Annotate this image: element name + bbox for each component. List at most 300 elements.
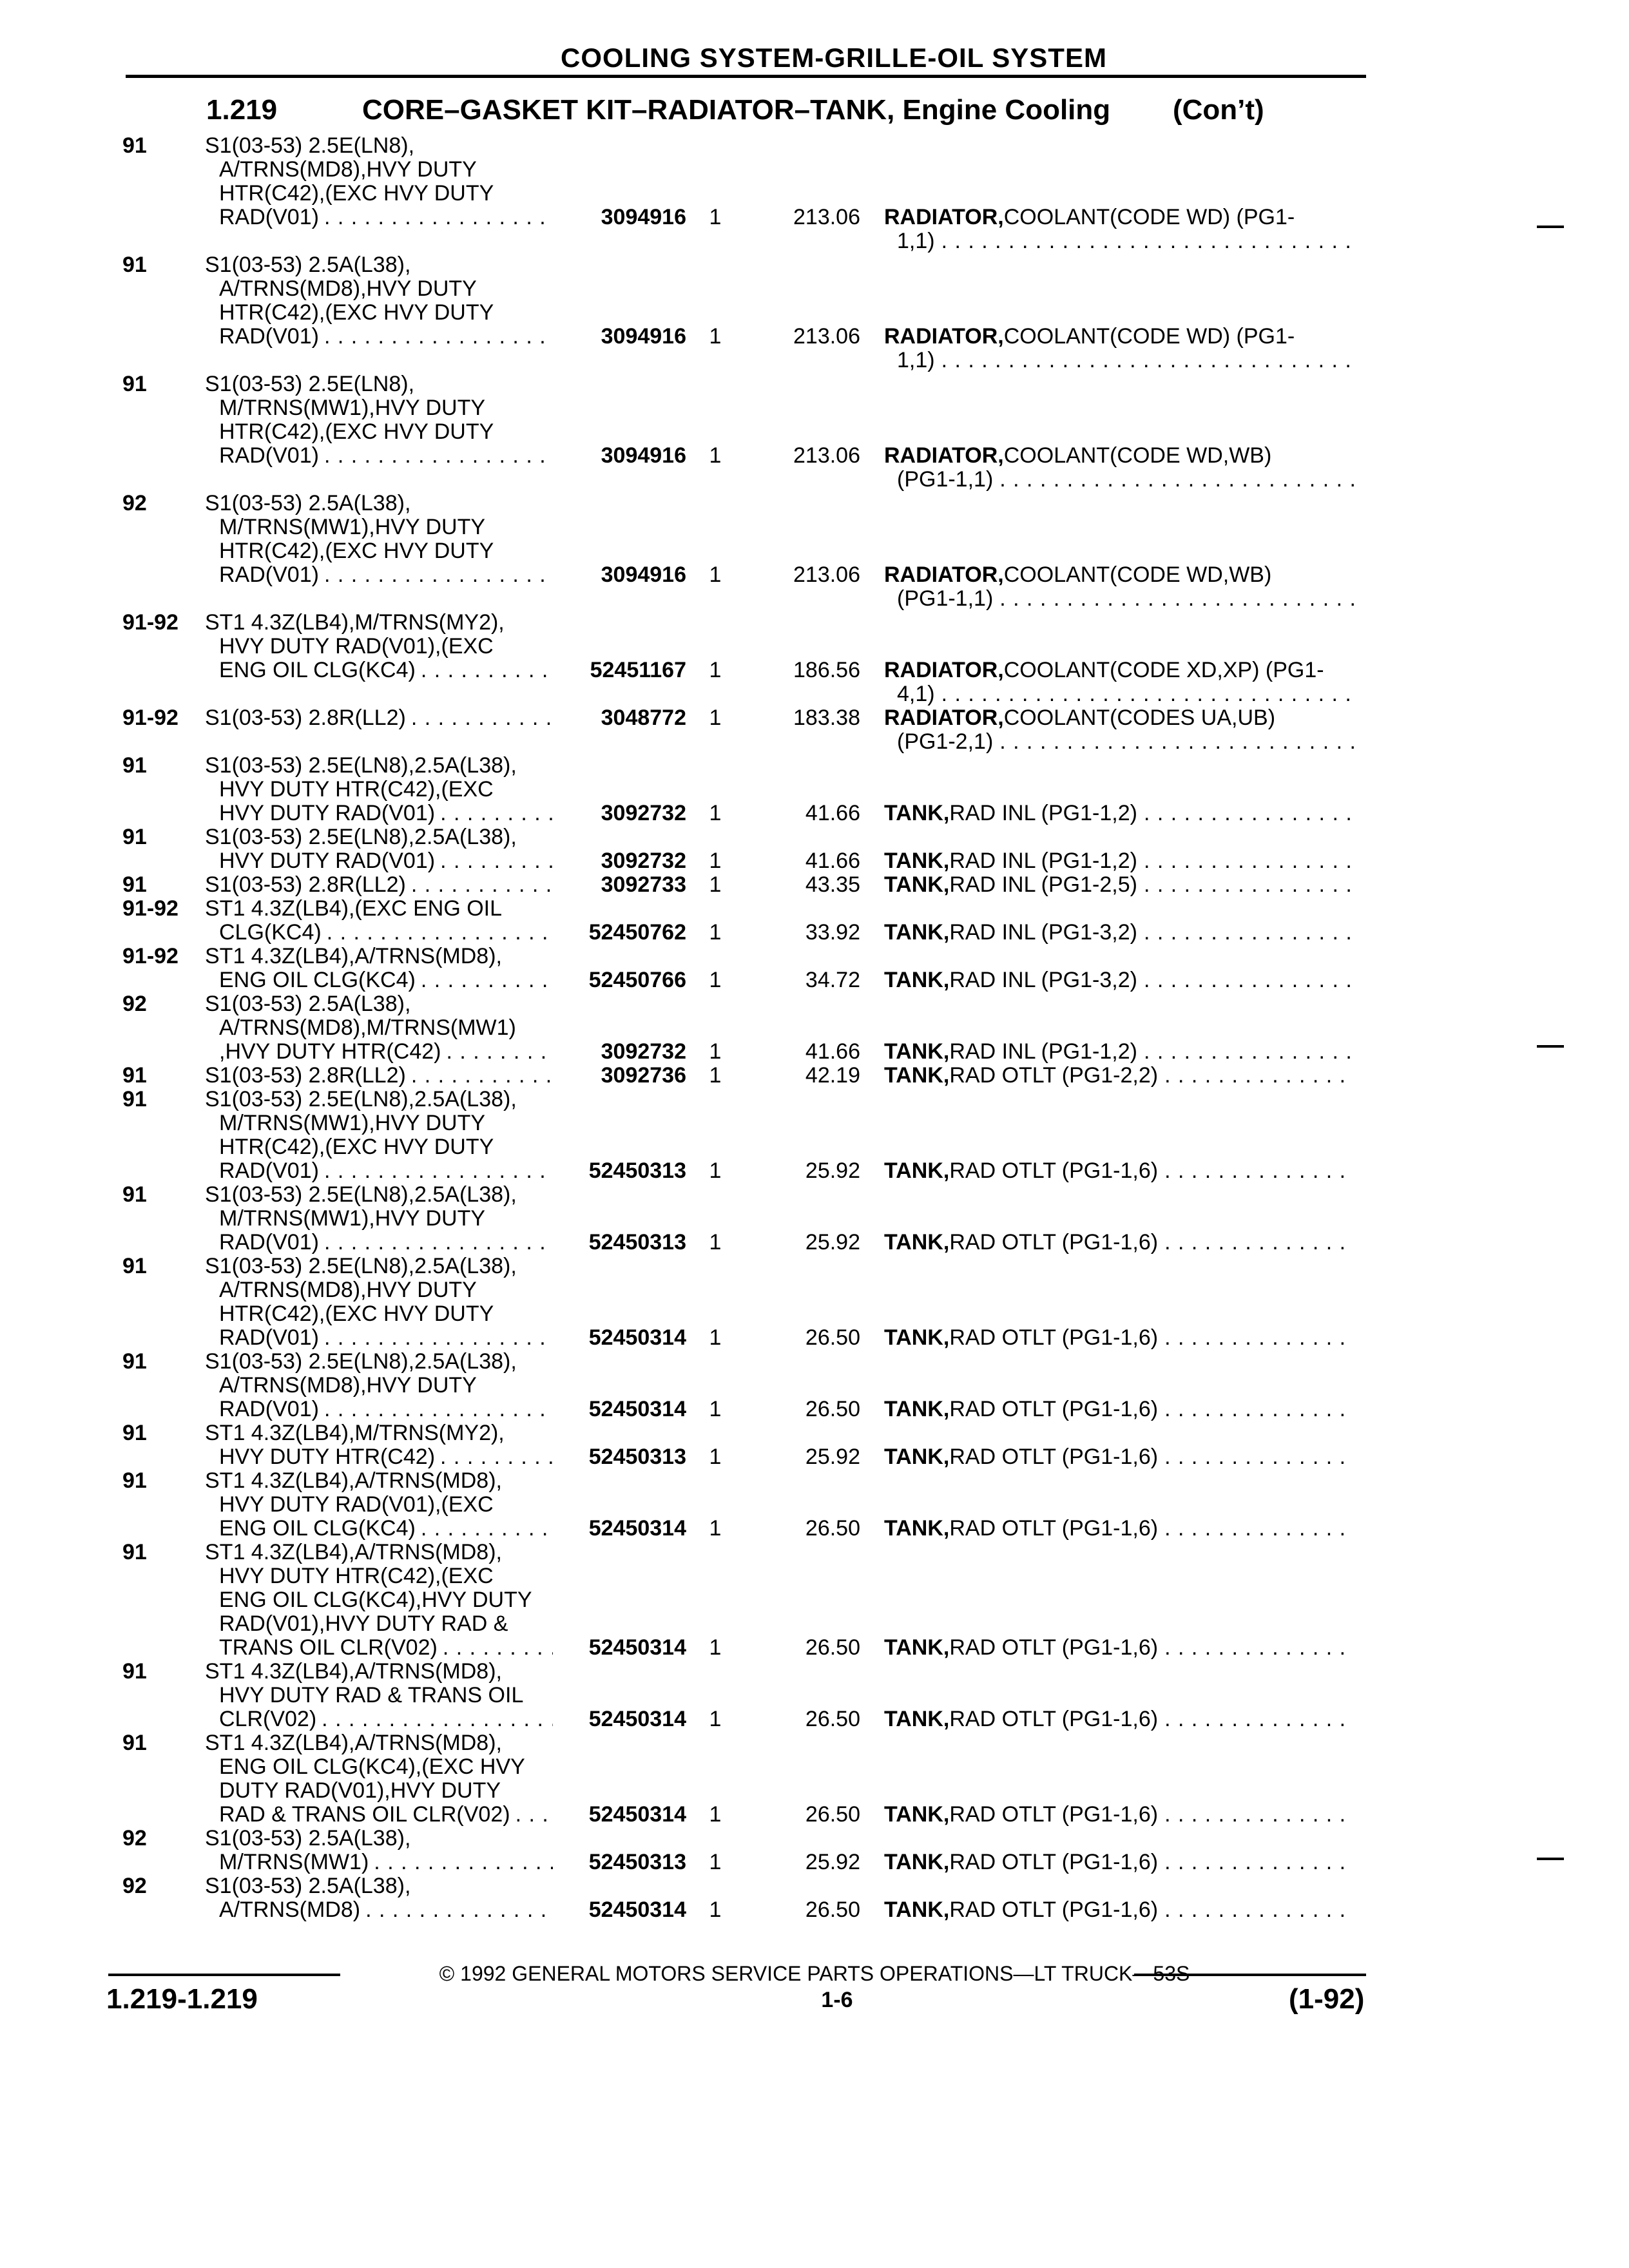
description-line (205, 1588, 553, 1612)
part-name-text: RAD INL (PG1-1,2) (949, 849, 1137, 873)
quantity: 1 (709, 968, 722, 992)
part-name-line (884, 468, 1354, 492)
description-line (205, 945, 553, 968)
description-text: HTR(C42),(EXC HVY DUTY (219, 419, 494, 444)
section-continued: (Con’t) (1173, 94, 1264, 126)
description-text: S1(03-53) 2.5E(LN8), (205, 372, 415, 396)
leader-dots (365, 1898, 553, 1922)
leader-dots (421, 1517, 553, 1541)
part-name-text: RAD OTLT (PG1-1,6) (949, 1445, 1159, 1469)
description-text: S1(03-53) 2.5A(L38), (205, 1874, 411, 1898)
table-row (0, 1350, 1629, 1421)
part-name-line (884, 1398, 1354, 1421)
part-number: 52450766 (588, 968, 686, 992)
description-line (205, 515, 553, 539)
margin-mark (1537, 1045, 1564, 1048)
description-text: RAD(V01) (219, 1230, 319, 1254)
part-number: 3092733 (601, 872, 686, 897)
leader-dots (324, 1398, 553, 1421)
description-line (205, 1064, 553, 1088)
part-name-bold: RADIATOR, (884, 324, 1004, 349)
part-name-line (884, 873, 1354, 897)
table-row (0, 1731, 1629, 1827)
part-name-line (884, 1636, 1354, 1660)
description-text: HTR(C42),(EXC HVY DUTY (219, 539, 494, 563)
description-line (205, 1302, 553, 1326)
price: 43.35 (805, 872, 860, 897)
model-year: 91 (122, 1468, 147, 1493)
description-line (205, 1636, 553, 1660)
part-number: 52450314 (588, 1898, 686, 1922)
quantity: 1 (709, 1898, 722, 1922)
description-text: HVY DUTY HTR(C42),(EXC (219, 777, 494, 802)
leader-dots (1164, 1159, 1354, 1183)
description-line (205, 1016, 553, 1040)
description-line (205, 1469, 553, 1493)
description-text: ST1 4.3Z(LB4),A/TRNS(MD8), (205, 1731, 502, 1755)
quantity: 1 (709, 1397, 722, 1421)
model-year: 91 (122, 253, 147, 277)
description-text: A/TRNS(MD8) (219, 1898, 361, 1922)
price: 26.50 (805, 1802, 860, 1827)
part-name-text: RAD INL (PG1-3,2) (949, 968, 1137, 992)
part-name (884, 873, 1354, 897)
part-name-line (884, 921, 1354, 945)
price: 41.66 (805, 1039, 860, 1064)
page-header-title: COOLING SYSTEM-GRILLE-OIL SYSTEM (561, 43, 1107, 73)
part-name (884, 658, 1354, 706)
leader-dots (1144, 921, 1354, 945)
leader-dots (1144, 968, 1354, 992)
price: 26.50 (805, 1397, 860, 1421)
part-name-bold: TANK, (884, 1445, 950, 1469)
part-name-bold: TANK, (884, 1325, 950, 1350)
description-line (205, 1088, 553, 1111)
part-name-text: COOLANT(CODES UA,UB) (1003, 706, 1276, 730)
leader-dots (1144, 802, 1354, 825)
quantity: 1 (709, 658, 722, 682)
application-description (205, 1350, 553, 1421)
application-description (205, 706, 553, 730)
table-row (0, 1421, 1629, 1469)
part-name-text: RAD OTLT (PG1-1,6) (949, 1635, 1159, 1660)
description-text: ENG OIL CLG(KC4) (219, 658, 416, 682)
leader-dots (1164, 1398, 1354, 1421)
part-name-bold: RADIATOR, (884, 562, 1004, 587)
quantity: 1 (709, 706, 722, 730)
quantity: 1 (709, 872, 722, 897)
footer-copyright: © 1992 GENERAL MOTORS SERVICE PARTS OPERATIONS—LT TRUCK—53S (439, 1962, 1190, 1985)
part-name-line (884, 1326, 1354, 1350)
leader-dots (1164, 1517, 1354, 1541)
part-number: 52450314 (588, 1325, 686, 1350)
description-text: S1(03-53) 2.5A(L38), (205, 992, 411, 1016)
part-name (884, 444, 1354, 492)
description-line (205, 897, 553, 921)
leader-dots (1164, 1803, 1354, 1827)
application-description (205, 1421, 553, 1469)
description-line (205, 1827, 553, 1850)
leader-dots (324, 206, 553, 229)
price: 26.50 (805, 1898, 860, 1922)
application-description (205, 825, 553, 873)
quantity: 1 (709, 443, 722, 468)
part-name-bold: TANK, (884, 1516, 950, 1541)
part-name-bold: TANK, (884, 1802, 950, 1827)
part-name-bold: RADIATOR, (884, 205, 1004, 229)
leader-dots (999, 587, 1354, 611)
part-name-line (884, 658, 1354, 682)
part-name (884, 1707, 1354, 1731)
part-name-text: RAD OTLT (PG1-1,6) (949, 1158, 1159, 1183)
model-year: 91 (122, 1349, 147, 1374)
leader-dots (1164, 1064, 1354, 1088)
description-text: A/TRNS(MD8),HVY DUTY (219, 1373, 477, 1398)
leader-dots (421, 658, 553, 682)
price: 41.66 (805, 849, 860, 873)
part-name-text: RAD OTLT (PG1-1,6) (949, 1325, 1159, 1350)
description-text: S1(03-53) 2.5A(L38), (205, 491, 411, 515)
part-number: 52450314 (588, 1635, 686, 1660)
part-name (884, 1803, 1354, 1827)
price: 25.92 (805, 1158, 860, 1183)
model-year: 92 (122, 1826, 147, 1850)
description-line (205, 134, 553, 158)
description-text: RAD & TRANS OIL CLR(V02) (219, 1802, 510, 1827)
leader-dots (1164, 1636, 1354, 1660)
part-number: 3094916 (601, 205, 686, 229)
application-description (205, 372, 553, 468)
part-name-bold: RADIATOR, (884, 706, 1004, 730)
price: 33.92 (805, 920, 860, 945)
part-number: 52450314 (588, 1397, 686, 1421)
part-number: 52450314 (588, 1516, 686, 1541)
part-name-bold: TANK, (884, 1635, 950, 1660)
description-line (205, 611, 553, 635)
description-text: M/TRNS(MW1),HVY DUTY (219, 1206, 486, 1231)
leader-dots (324, 1326, 553, 1350)
part-name-bold: TANK, (884, 1397, 950, 1421)
description-text: RAD(V01),HVY DUTY RAD & (219, 1611, 508, 1636)
model-year: 91 (122, 1421, 147, 1445)
description-line (205, 1159, 553, 1183)
price: 213.06 (793, 443, 860, 468)
description-text: RAD(V01) (219, 1158, 319, 1183)
leader-dots (999, 468, 1354, 492)
leader-dots (1164, 1898, 1354, 1922)
part-name-line (884, 706, 1354, 730)
price: 34.72 (805, 968, 860, 992)
quantity: 1 (709, 801, 722, 825)
model-year: 91-92 (122, 944, 178, 968)
description-line (205, 182, 553, 206)
leader-dots (1164, 1445, 1354, 1469)
part-name-text: RAD OTLT (PG1-1,6) (949, 1898, 1159, 1922)
description-line (205, 1850, 553, 1874)
description-text: M/TRNS(MW1),HVY DUTY (219, 396, 486, 420)
part-name (884, 1159, 1354, 1183)
price: 25.92 (805, 1230, 860, 1254)
table-row (0, 492, 1629, 611)
part-name-line (884, 444, 1354, 468)
part-number: 52450314 (588, 1707, 686, 1731)
description-line (205, 1445, 553, 1469)
part-name-line (884, 730, 1354, 754)
part-name-text: RAD INL (PG1-3,2) (949, 920, 1137, 945)
quantity: 1 (709, 1707, 722, 1731)
table-row (0, 611, 1629, 706)
part-name (884, 921, 1354, 945)
model-year: 91 (122, 1087, 147, 1111)
application-description (205, 134, 553, 229)
price: 213.06 (793, 205, 860, 229)
part-number: 52450762 (588, 920, 686, 945)
part-name-line (884, 802, 1354, 825)
description-line (205, 1493, 553, 1517)
description-line (205, 1183, 553, 1207)
part-name (884, 849, 1354, 873)
part-name-text: RAD INL (PG1-1,2) (949, 1039, 1137, 1064)
description-text: HVY DUTY RAD(V01),(EXC (219, 1492, 494, 1517)
leader-dots (411, 873, 553, 897)
description-text: S1(03-53) 2.5E(LN8),2.5A(L38), (205, 1182, 517, 1207)
application-description (205, 611, 553, 682)
model-year: 91 (122, 825, 147, 849)
part-name-continuation: (PG1-1,1) (897, 467, 994, 492)
quantity: 1 (709, 562, 722, 587)
description-line (205, 253, 553, 277)
description-text: ENG OIL CLG(KC4),HVY DUTY (219, 1588, 532, 1612)
description-line (205, 1374, 553, 1398)
description-text: HVY DUTY HTR(C42),(EXC (219, 1564, 494, 1588)
footer-page-number: 1-6 (821, 1988, 853, 2012)
price: 41.66 (805, 801, 860, 825)
part-name (884, 1850, 1354, 1874)
description-text: RAD(V01) (219, 562, 319, 587)
part-name (884, 1517, 1354, 1541)
model-year: 91 (122, 1731, 147, 1755)
leader-dots (324, 444, 553, 468)
leader-dots (941, 349, 1354, 372)
model-year: 91 (122, 133, 147, 158)
description-line (205, 1421, 553, 1445)
description-line (205, 1278, 553, 1302)
part-name-continuation: (PG1-2,1) (897, 729, 994, 754)
leader-dots (411, 706, 553, 730)
part-name-text: RAD OTLT (PG1-1,6) (949, 1397, 1159, 1421)
quantity: 1 (709, 1850, 722, 1874)
part-name-text: RAD OTLT (PG1-1,6) (949, 1850, 1159, 1874)
leader-dots (1164, 1326, 1354, 1350)
model-year: 91 (122, 1182, 147, 1207)
price: 213.06 (793, 562, 860, 587)
description-text: DUTY RAD(V01),HVY DUTY (219, 1778, 501, 1803)
footer-date-code: (1-92) (1289, 1983, 1365, 2015)
leader-dots (1144, 873, 1354, 897)
price: 25.92 (805, 1850, 860, 1874)
section-number: 1.219 (206, 94, 278, 126)
description-line (205, 1040, 553, 1064)
quantity: 1 (709, 205, 722, 229)
model-year: 92 (122, 992, 147, 1016)
price: 25.92 (805, 1445, 860, 1469)
description-text: ST1 4.3Z(LB4),M/TRNS(MY2), (205, 1421, 505, 1445)
description-line (205, 921, 553, 945)
description-line (205, 1111, 553, 1135)
part-number: 3094916 (601, 324, 686, 349)
part-name (884, 1398, 1354, 1421)
description-text: CLR(V02) (219, 1707, 317, 1731)
quantity: 1 (709, 1802, 722, 1827)
application-description (205, 1827, 553, 1874)
quantity: 1 (709, 1325, 722, 1350)
part-name-bold: TANK, (884, 1039, 950, 1064)
part-name-line (884, 682, 1354, 706)
application-description (205, 873, 553, 897)
model-year: 92 (122, 491, 147, 515)
leader-dots (941, 682, 1354, 706)
part-name-text: RAD OTLT (PG1-1,6) (949, 1230, 1159, 1254)
application-description (205, 754, 553, 825)
description-text: RAD(V01) (219, 1325, 319, 1350)
part-name-text: RAD OTLT (PG1-2,2) (949, 1063, 1159, 1088)
description-line (205, 1779, 553, 1803)
description-text: M/TRNS(MW1),HVY DUTY (219, 515, 486, 539)
part-name (884, 1898, 1354, 1922)
part-name-line (884, 325, 1354, 349)
part-number: 3092732 (601, 801, 686, 825)
table-row (0, 945, 1629, 992)
application-description (205, 1183, 553, 1254)
description-line (205, 1231, 553, 1254)
description-text: S1(03-53) 2.5E(LN8),2.5A(L38), (205, 1349, 517, 1374)
table-row (0, 706, 1629, 754)
part-name-line (884, 849, 1354, 873)
description-text: A/TRNS(MD8),HVY DUTY (219, 157, 477, 182)
model-year: 92 (122, 1874, 147, 1898)
part-name-text: RAD OTLT (PG1-1,6) (949, 1707, 1159, 1731)
leader-dots (411, 1064, 553, 1088)
part-name-continuation: 4,1) (897, 682, 935, 706)
description-text: A/TRNS(MD8),HVY DUTY (219, 1278, 477, 1302)
part-number: 52450313 (588, 1230, 686, 1254)
section-title: CORE–GASKET KIT–RADIATOR–TANK, Engine Cooling (362, 94, 1111, 126)
model-year: 91 (122, 1659, 147, 1684)
description-line (205, 1517, 553, 1541)
part-name-bold: TANK, (884, 1850, 950, 1874)
description-line (205, 706, 553, 730)
leader-dots (516, 1803, 553, 1827)
part-name-line (884, 563, 1354, 587)
part-number: 3094916 (601, 562, 686, 587)
description-line (205, 802, 553, 825)
leader-dots (1144, 1040, 1354, 1064)
parts-list (0, 134, 1629, 1922)
table-row (0, 253, 1629, 372)
part-name-text: RAD OTLT (PG1-1,6) (949, 1516, 1159, 1541)
description-line (205, 1350, 553, 1374)
description-text: S1(03-53) 2.5E(LN8),2.5A(L38), (205, 825, 517, 849)
leader-dots (1164, 1231, 1354, 1254)
model-year: 91 (122, 753, 147, 778)
leader-dots (324, 1159, 553, 1183)
price: 183.38 (793, 706, 860, 730)
description-text: RAD(V01) (219, 205, 319, 229)
part-name (884, 1064, 1354, 1088)
description-line (205, 277, 553, 301)
quantity: 1 (709, 1158, 722, 1183)
description-line (205, 539, 553, 563)
table-row (0, 873, 1629, 897)
table-row (0, 372, 1629, 492)
quantity: 1 (709, 1516, 722, 1541)
table-row (0, 1541, 1629, 1660)
description-line (205, 1660, 553, 1684)
description-text: A/TRNS(MD8),M/TRNS(MW1) (219, 1015, 516, 1040)
part-name-text: COOLANT(CODE WD,WB) (1003, 562, 1272, 587)
part-name-bold: TANK, (884, 849, 950, 873)
description-text: HTR(C42),(EXC HVY DUTY (219, 1135, 494, 1159)
leader-dots (1164, 1850, 1354, 1874)
table-row (0, 1874, 1629, 1922)
description-line (205, 372, 553, 396)
part-name-bold: TANK, (884, 1230, 950, 1254)
price: 26.50 (805, 1325, 860, 1350)
quantity: 1 (709, 1063, 722, 1088)
description-line (205, 778, 553, 802)
part-name-line (884, 968, 1354, 992)
description-line (205, 206, 553, 229)
quantity: 1 (709, 1230, 722, 1254)
description-text: ENG OIL CLG(KC4) (219, 1516, 416, 1541)
description-text: HTR(C42),(EXC HVY DUTY (219, 181, 494, 206)
part-number: 3094916 (601, 443, 686, 468)
application-description (205, 1469, 553, 1541)
part-name-line (884, 1231, 1354, 1254)
leader-dots (440, 1445, 553, 1469)
part-number: 52450313 (588, 1445, 686, 1469)
margin-mark (1537, 1858, 1564, 1860)
leader-dots (999, 730, 1354, 754)
part-name-line (884, 206, 1354, 229)
part-name (884, 1326, 1354, 1350)
description-line (205, 635, 553, 658)
part-name-text: COOLANT(CODE WD,WB) (1003, 443, 1272, 468)
part-name (884, 968, 1354, 992)
part-name-continuation: 1,1) (897, 229, 935, 253)
application-description (205, 1254, 553, 1350)
part-name-line (884, 1707, 1354, 1731)
quantity: 1 (709, 1635, 722, 1660)
part-name-line (884, 587, 1354, 611)
description-line (205, 1326, 553, 1350)
description-line (205, 1874, 553, 1898)
description-line (205, 1564, 553, 1588)
description-text: TRANS OIL CLR(V02) (219, 1635, 438, 1660)
part-name-bold: RADIATOR, (884, 658, 1004, 682)
part-number: 52450313 (588, 1850, 686, 1874)
description-line (205, 1254, 553, 1278)
description-line (205, 968, 553, 992)
part-name-bold: TANK, (884, 1063, 950, 1088)
description-line (205, 825, 553, 849)
quantity: 1 (709, 1039, 722, 1064)
footer-section-range: 1.219-1.219 (106, 1983, 258, 2015)
description-line (205, 873, 553, 897)
leader-dots (374, 1850, 553, 1874)
leader-dots (324, 325, 553, 349)
table-row (0, 1183, 1629, 1254)
